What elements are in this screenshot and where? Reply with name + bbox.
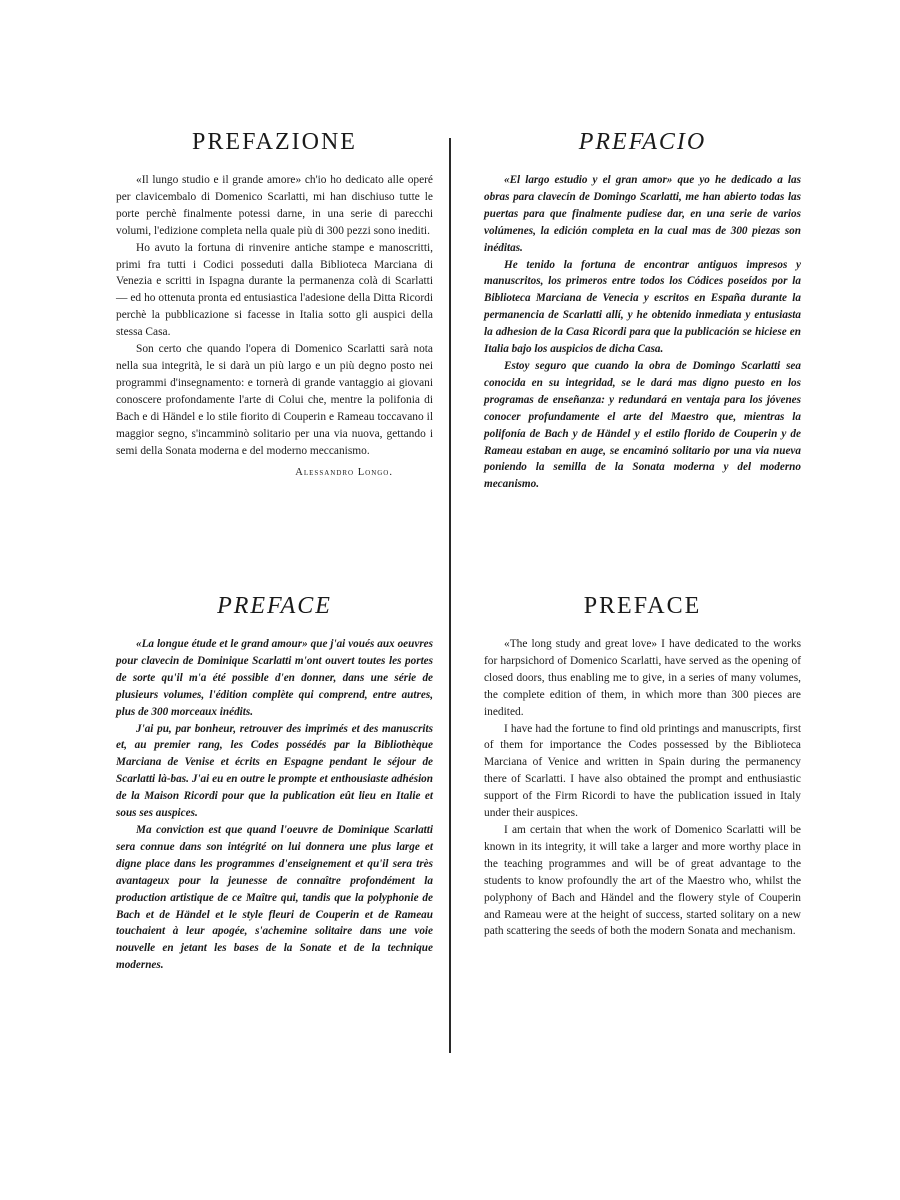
spanish-paragraph: «El largo estudio y el gran amor» que yo he dedicado a las obras para clavecín de Domingo Scarlatti, me han abierto todas las puertas para que finalmente pudiese dar, en una serie de varios volúmenes, la edición completa en la cual mas de 300 piezas son inéditas.: [484, 174, 801, 254]
english-body: [484, 636, 801, 940]
french-paragraph: «La longue étude et le grand amour» que j'ai voués aux oeuvres pour clavecin de Dominique Scarlatti m'ont ouvert toutes les portes de sorte qu'il m'a été possible d'en donner, dans une série de plusieurs volumes, l'édition complète qui comprend, entre autres, plus de 300 morceaux inédits.: [116, 638, 433, 718]
italian-paragraph: Ho avuto la fortuna di rinvenire antiche stampe e manoscritti, primi fra tutti i Codici posseduti dalla Biblioteca Marciana di Venezia e scritti in Ispagna durante la permanenza colà di Scarlatti — ed ho ottenuta pronta ed entusiastica l'adesione della Ditta Ricordi perchè la pubblicazione si facesse in Italia sotto gli auspici della stessa Casa.: [116, 241, 433, 339]
french-heading: PREFACE: [217, 593, 332, 619]
signature: Alessandro Longo.: [295, 467, 393, 479]
french-paragraph: J'ai pu, par bonheur, retrouver des imprimés et des manuscrits et, au premier rang, les Codes possédés par la Bibliothèque Marciana de Venise et écrits en Espagne pendant le séjour de Scarlatti là-bas. J'ai eu en outre le prompte et enthousiaste adhésion de la Maison Ricordi pour que la publication eût lieu en Italie et sous ses auspices.: [116, 722, 433, 820]
spanish-paragraph: Estoy seguro que cuando la obra de Domingo Scarlatti sea conocida en su integridad, se le dará mas digno puesto en los programas de enseñanza: y redundará en ventaja para los jóvenes conocer profundamente el arte del Maestro que, mientras la polifonía de Bach y de Händel y el estilo florido de Couperin y de Rameau estaban en auge, se encaminó solitario por una via nueva poniendo la semilla de la Sonata moderna y del moderno mecanismo.: [484, 359, 801, 491]
italian-paragraph: «Il lungo studio e il grande amore» ch'io ho dedicato alle operé per clavicembalo di Domenico Scarlatti, mi han dischiuso tutte le porte perchè finalmente potessi darne, in una serie di parecchi volumi, l'edizione completa nella quale più di 300 pezzi sono inediti.: [116, 174, 433, 237]
spanish-body: [484, 172, 801, 493]
french-paragraph: Ma conviction est que quand l'oeuvre de Dominique Scarlatti sera connue dans son intégrité on lui donnera une plus large et digne place dans les programmes d'enseignement et qu'il sera très avantageux pour la jeunesse de connaître profondément la production artistique de ce Maître qui, tandis que la polyphonie de Bach et de Händel et le style fleuri de Couperin et de Rameau touchaient à leur apogée, s'achemine solitaire dans une voie nouvelle en jetant les bases de la Sonate et de la technique modernes.: [116, 823, 433, 972]
spanish-paragraph: He tenido la fortuna de encontrar antiguos impresos y manuscritos, los primeros entre todos los Códices poseídos por la Biblioteca Marciana de Venecia y escritos en España durante la permanencia de Scarlatti allí, y he obtenido inmediata y entusiasta la adhesion de la Casa Ricordi para que la publicación se hiciese en Italia bajo los auspicios de dicha Casa.: [484, 258, 801, 356]
english-paragraph: «The long study and great love» I have dedicated to the works for harpsichord of Domenico Scarlatti, have served as the opening of closed doors, thus enabling me to give, in a series of many volumes, the complete edition of them, in which more than 300 pieces are inedited.: [484, 638, 801, 718]
italian-heading: PREFAZIONE: [192, 129, 357, 155]
spanish-heading: PREFACIO: [578, 129, 707, 155]
italian-body: [116, 172, 433, 459]
english-heading: PREFACE: [583, 593, 702, 619]
french-body: [116, 636, 433, 974]
spanish-preface: [484, 128, 801, 493]
column-divider: [449, 138, 451, 1053]
english-paragraph: I have had the fortune to find old printings and manuscripts, first of them for importance the Codes possessed by the Biblioteca Marciana of Venice and written in Spain during the permanency there of Scarlatti. I have also obtained the prompt and enthusiastic support of the Firm Ricordi to have the publication issued in Italy under their auspices.: [484, 722, 801, 820]
italian-paragraph: Son certo che quando l'opera di Domenico Scarlatti sarà nota nella sua integrità, le si darà un più largo e un più degno posto nei programmi d'insegnamento: e tornerà di grande vantaggio ai giovani conoscere profondamente l'arte di Colui che, mentre la polifonia di Bach e di Händel e lo stile fiorito di Couperin e Rameau toccavano il maggior segno, s'incamminò solitario per una via nuova, gettando i semi della Sonata moderna e del moderno meccanismo.: [116, 343, 433, 457]
english-paragraph: I am certain that when the work of Domenico Scarlatti will be known in its integrity, it will take a larger and more worthy place in the teaching programmes and will be of great advantage to the students to know profoundly the art of the Maestro who, whilst the polyphony of Bach and Händel and the flowery style of Couperin and Rameau were at the height of success, started solitary on a new path scattering the seeds of both the modern Sonata and mechanism.: [484, 823, 801, 938]
french-preface: [116, 592, 433, 974]
italian-preface: [116, 128, 433, 478]
english-preface: [484, 592, 801, 940]
